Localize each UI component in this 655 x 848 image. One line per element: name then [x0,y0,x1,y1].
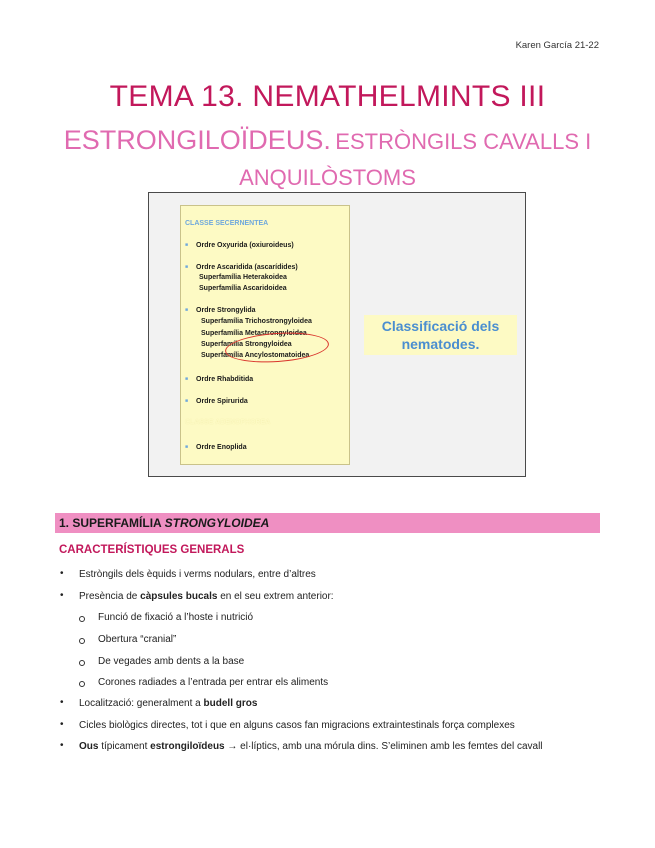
page-title: TEMA 13. NEMATHELMINTS III [109,80,546,113]
order-item: ■ Ordre Rhabditida [185,376,253,383]
order-item: ■ Ordre Strongylida [185,307,256,314]
section-heading [55,513,600,533]
bullet-dot: • [60,697,64,708]
family-item: Superfamília Ancylostomatoidea [201,352,310,359]
sub-bullet-circle [79,660,85,666]
sub-bullet-circle [79,681,85,687]
bullet-dot: • [60,590,64,601]
sub-list-item: Corones radiades a l’entrada per entrar els aliments [98,677,329,688]
order-item: ■ Ordre Oxyurida (oxiuroideus) [185,242,294,249]
classification-list-box [180,205,350,465]
sub-list-item: De vegades amb dents a la base [98,656,245,667]
section-title: SUPERFAMÍLIA [72,516,162,530]
list-item: Cicles biològics directes, tot i que en alguns casos fan migracions extraintestinals força complexes [79,720,515,731]
bullet-dot: • [60,568,64,579]
order-item: ■ Ordre Spirurida [185,398,248,405]
page-subtitle [0,124,655,194]
family-item: Superfamília Heterakoidea [199,274,287,281]
section-number: 1. [59,516,70,530]
sub-bullet-circle [79,638,85,644]
subtitle-part3: ANQUILÒSTOMS [239,165,416,190]
slide-caption: Classificació dels nematodes. [364,315,517,355]
family-item: Superfamília Trichostrongyloidea [201,318,312,325]
family-item: Superfamília Ascaridoidea [199,285,287,292]
classification-slide-image [148,192,526,477]
list-item: Presència de càpsules bucals en el seu extrem anterior: [79,591,334,602]
list-item: Ous típicament estrongiloïdeus → el·líptics, amb una mórula dins. S’eliminen amb les femtes del cavall [79,741,543,752]
section-title-italic: STRONGYLOIDEA [164,516,270,530]
list-item: Localització: generalment a budell gros [79,698,258,709]
bullet-dot: • [60,740,64,751]
family-item: Superfamília Strongyloidea [201,341,292,348]
author-header: Karen García 21-22 [515,40,599,51]
subtitle-part1: ESTRONGILOÏDEUS. [63,125,331,155]
order-item: ■ Ordre Enoplida [185,444,247,451]
subtitle-part2: ESTRÒNGILS CAVALLS I [335,129,592,154]
sub-list-item: Obertura “cranial” [98,634,177,645]
order-item: ■ Ordre Ascaridida (ascarídides) [185,264,298,271]
bullet-dot: • [60,719,64,730]
class2-heading: CLASSE ADENOPHOREA [185,419,271,426]
sub-list-item: Funció de fixació a l’hoste i nutrició [98,612,254,623]
subsection-heading: CARACTERÍSTIQUES GENERALS [59,544,245,556]
sub-bullet-circle [79,616,85,622]
list-item: Estròngils dels èquids i verms nodulars, entre d’altres [79,569,316,580]
class-heading: CLASSE SECERNENTEA [185,220,269,227]
family-item: Superfamília Metastrongyloidea [201,330,307,337]
